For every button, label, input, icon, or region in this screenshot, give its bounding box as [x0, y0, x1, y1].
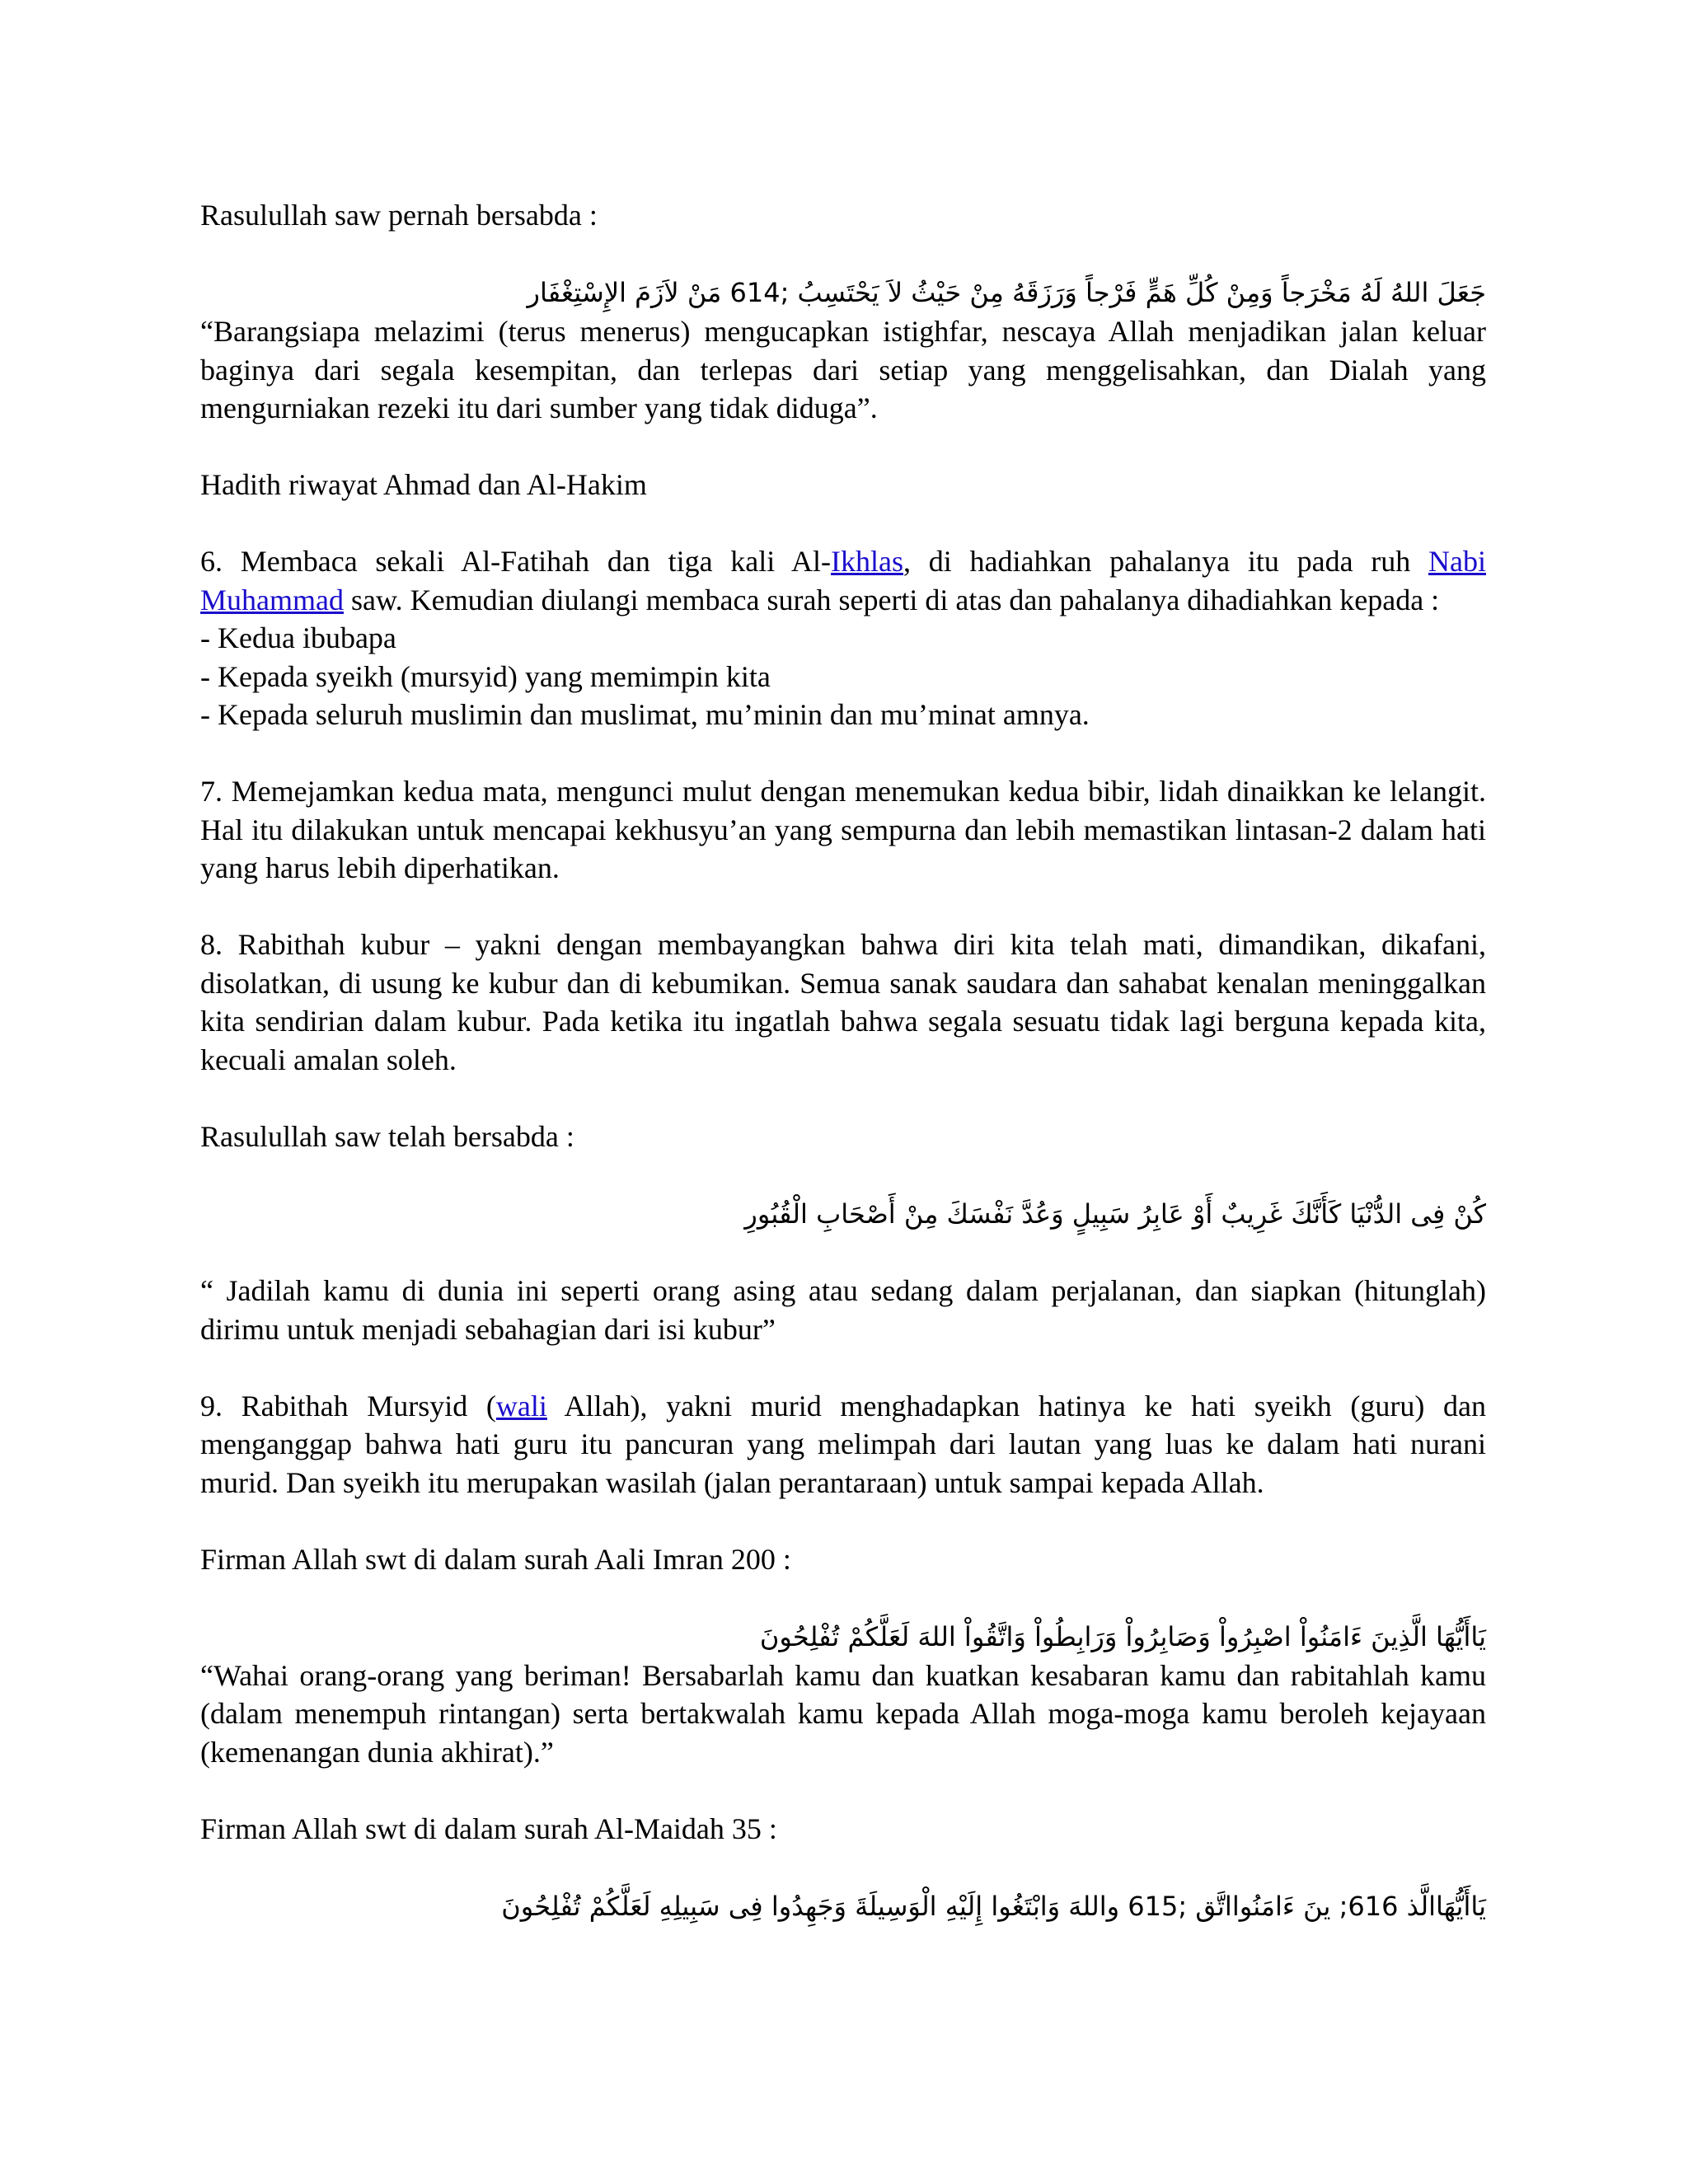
- item-6-text-c: saw. Kemudian diulangi membaca surah seperti di atas dan pahalanya dihadiahkan kepada :: [343, 583, 1440, 616]
- translation-2: “ Jadilah kamu di dunia ini seperti orang asing atau sedang dalam perjalanan, dan siapkan (hitunglah) dirimu untuk menjadi sebahagian dari isi kubur”: [200, 1274, 1486, 1346]
- list-item: - Kepada seluruh muslimin dan muslimat, mu’minin dan mu’minat amnya.: [200, 698, 1090, 731]
- arabic-text-3: يَاأَيُّهَا الَّذِينَ ءَامَنُواْ اصْبِرُواْ وَصَابِرُواْ وَرَابِطُواْ وَاتَّقُواْ اللهَ لَعَلَّكُمْ تُفْلِحُونَ: [759, 1620, 1486, 1652]
- quran-intro-1: Firman Allah swt di dalam surah Aali Imran 200 :: [200, 1542, 791, 1576]
- hadith-intro-1: Rasulullah saw pernah bersabda :: [200, 199, 598, 232]
- hadith-intro-2: Rasulullah saw telah bersabda :: [200, 1119, 574, 1153]
- arabic-text-4: يَاأَيُّهَاالَّذ 616; ينَ ءَامَنُوااتَّق ;615 واللهَ وَابْتَغُوا إِلَيْهِ الْوَسِيلَةَ وَجَهِدُوا فِى سَبِيلِهِ لَعَلَّكُمْ تُفْلِحُونَ: [501, 1890, 1486, 1922]
- list-item: - Kedua ibubapa: [200, 621, 396, 654]
- item-9-text-b: Allah), yakni murid menghadapkan hatinya ke hati syeikh (guru) dan menganggap bahwa hati guru itu pancuran yang melimpah dari lautan yang luas ke dalam hati nurani murid. Dan syeikh itu merupakan wasilah (jalan perantaraan) untuk sampai kepada Allah.: [200, 1389, 1486, 1499]
- wali-link[interactable]: wali: [495, 1389, 547, 1422]
- translation-1: “Barangsiapa melazimi (terus menerus) mengucapkan istighfar, nescaya Allah menjadikan jalan keluar baginya dari segala kesempitan, dan terlepas dari setiap yang menggelisahkan, dan Dialah yang mengurniakan rezeki itu dari sumber yang tidak diduga”.: [200, 315, 1486, 424]
- arabic-text-2: كُنْ فِى الدُّنْيَا كَأَنَّكَ غَرِيبٌ أَوْ عَابِرُ سَبِيلٍ وَعُدَّ نَفْسَكَ مِنْ أَصْحَابِ الْقُبُورِ: [744, 1197, 1486, 1230]
- ikhlas-link[interactable]: Ikhlas: [831, 545, 904, 578]
- document-page: [200, 196, 1486, 1926]
- item-8: 8. Rabithah kubur – yakni dengan membayangkan bahwa diri kita telah mati, dimandikan, dikafani, disolatkan, di usung ke kubur dan di kebumikan. Semua sanak saudara dan sahabat kenalan meninggalkan kita sendirian dalam kubur. Pada ketika itu ingatlah bahwa segala sesuatu tidak lagi berguna kepada kita, kecuali amalan soleh.: [200, 928, 1486, 1076]
- item-6-text-a: 6. Membaca sekali Al-Fatihah dan tiga kali Al-: [200, 545, 832, 578]
- nabi-muhammad-link[interactable]: Nabi Muhammad: [200, 545, 1486, 616]
- translation-3: “Wahai orang-orang yang beriman! Bersabarlah kamu dan kuatkan kesabaran kamu dan rabitahlah kamu (dalam menempuh rintangan) serta bertakwalah kamu kepada Allah moga-moga kamu beroleh kejayaan (kemenangan dunia akhirat).”: [200, 1658, 1486, 1769]
- item-6-text-b: , di hadiahkan pahalanya itu pada ruh: [903, 545, 1429, 578]
- arabic-text-1: جَعَلَ اللهُ لَهُ مَخْرَجاً وَمِنْ كُلِّ هَمٍّ فَرْجاً وَرَزَقَهُ مِنْ حَيْثُ لاَ يَحْتَسِبُ ;614 مَنْ لاَزَمَ الإِسْتِغْفَار: [527, 277, 1486, 308]
- quran-intro-2: Firman Allah swt di dalam surah Al-Maidah 35 :: [200, 1811, 777, 1845]
- item-9-text-a: 9. Rabithah Mursyid (: [200, 1389, 496, 1422]
- list-item: - Kepada syeikh (mursyid) yang memimpin kita: [200, 659, 771, 693]
- item-9: [200, 1387, 1486, 1502]
- item-7: 7. Memejamkan kedua mata, mengunci mulut dengan menemukan kedua bibir, lidah dinaikkan ke lelangit. Hal itu dilakukan untuk mencapai kekhusyu’an yang sempurna dan lebih memastikan lintasan-2 dalam hati yang harus lebih diperhatikan.: [200, 775, 1486, 884]
- hadith-source: Hadith riwayat Ahmad dan Al-Hakim: [200, 468, 647, 501]
- item-6: [200, 542, 1486, 734]
